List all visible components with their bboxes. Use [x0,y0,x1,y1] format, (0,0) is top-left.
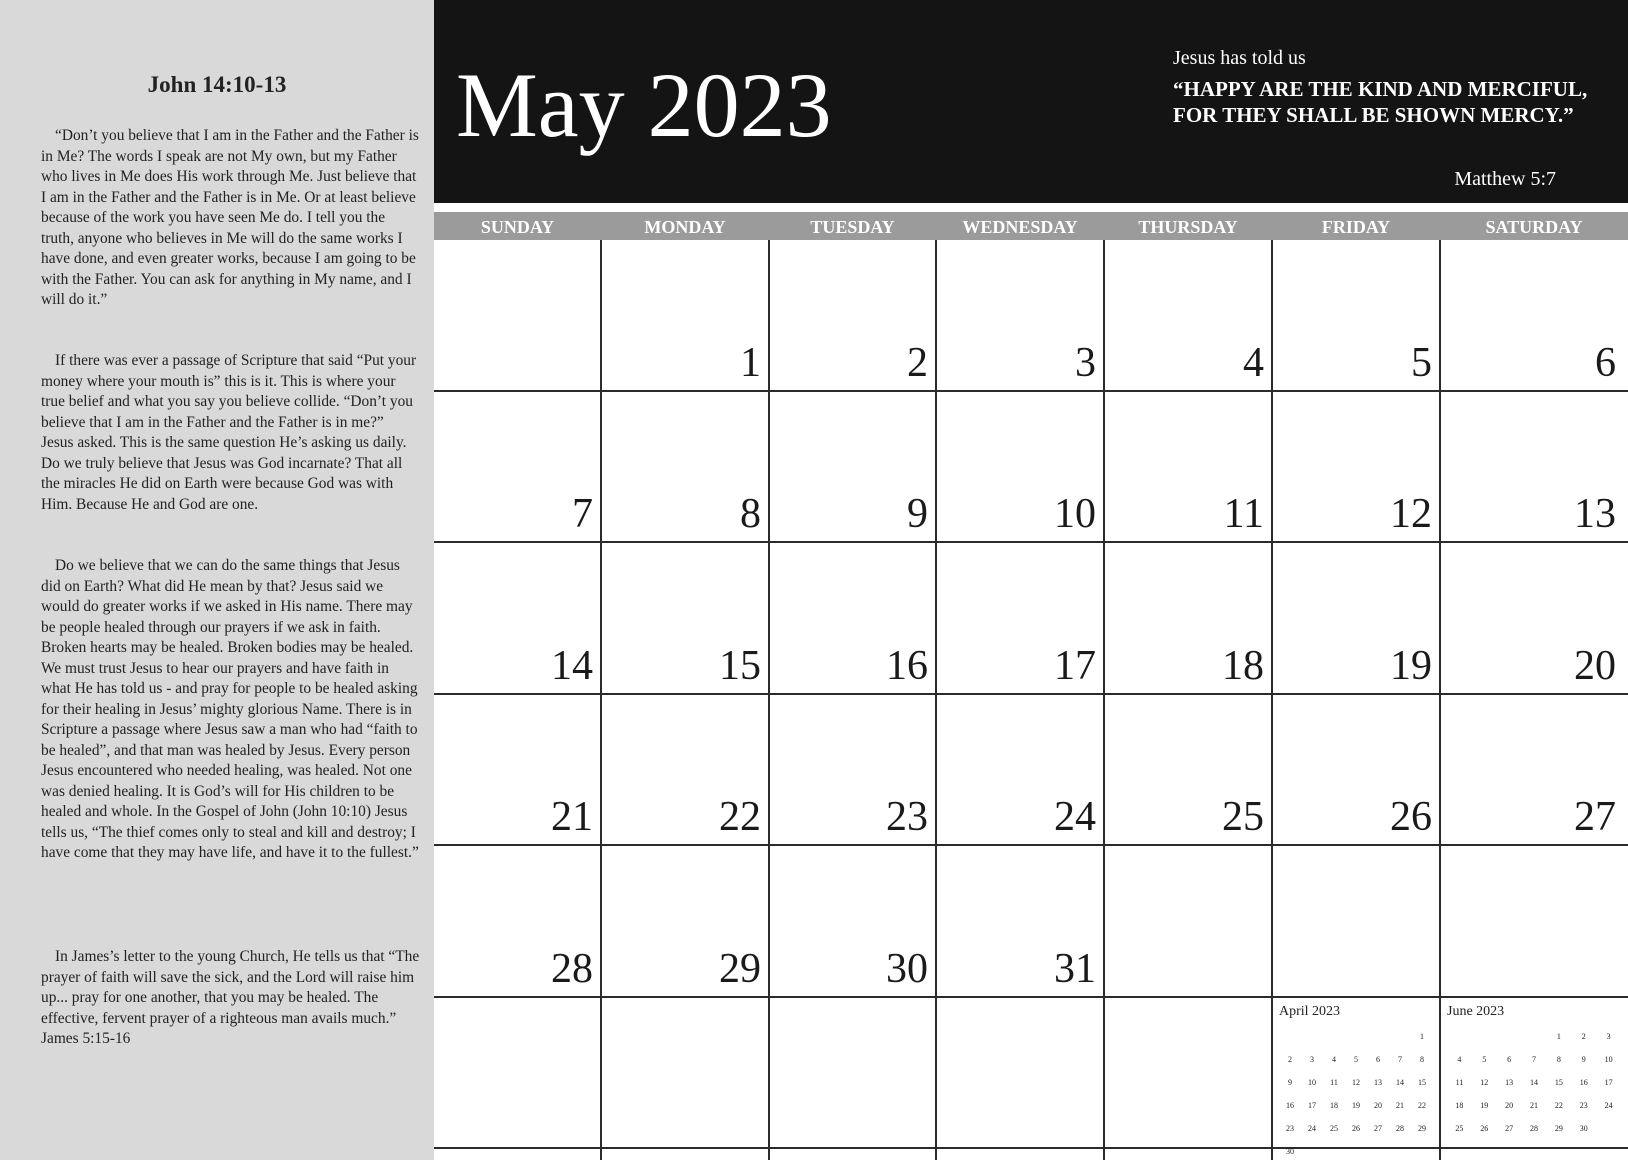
mini-day-number: 3 [1606,1032,1611,1041]
mini-day-number: 15 [1418,1078,1426,1087]
mini-day-number: 20 [1505,1101,1514,1110]
day-number[interactable]: 7 [572,491,593,537]
day-number[interactable]: 2 [907,340,928,386]
grid-row-line [434,996,1628,998]
day-number[interactable]: 25 [1222,794,1264,840]
mini-day-number: 27 [1374,1124,1382,1133]
day-number[interactable]: 16 [886,643,928,689]
day-number[interactable]: 22 [719,794,761,840]
mini-day-number: 16 [1286,1101,1294,1110]
mini-day-number: 24 [1604,1101,1613,1110]
mini-day-number: 13 [1374,1078,1382,1087]
mini-day-number: 11 [1455,1078,1464,1087]
month-title: May 2023 [456,54,832,156]
day-number[interactable]: 10 [1054,491,1096,537]
mini-day-number: 22 [1554,1101,1563,1110]
mini-day-number: 11 [1330,1078,1338,1087]
day-number[interactable]: 8 [740,491,761,537]
weekday-label: WEDNESDAY [962,217,1078,237]
day-number[interactable]: 4 [1243,340,1264,386]
mini-day-number: 23 [1286,1124,1294,1133]
weekday-label: SUNDAY [480,217,555,237]
mini-day-number: 2 [1581,1032,1586,1041]
mini-day-number: 6 [1376,1055,1380,1064]
mini-day-number: 15 [1554,1078,1563,1087]
day-number[interactable]: 23 [886,794,928,840]
mini-day-number: 12 [1352,1078,1360,1087]
mini-calendar [1279,1004,1433,1156]
mini-day-number: 18 [1455,1101,1464,1110]
mini-day-number: 17 [1604,1078,1613,1087]
mini-day-number: 10 [1604,1055,1613,1064]
mini-day-number: 9 [1581,1055,1586,1064]
day-number[interactable]: 14 [551,643,593,689]
day-number[interactable]: 1 [740,340,761,386]
mini-day-number: 30 [1579,1124,1588,1133]
day-number[interactable]: 17 [1054,643,1096,689]
day-number[interactable]: 28 [551,946,593,992]
devotional-paragraph: In James’s letter to the young Church, He tells us that “The prayer of faith will save the sick, and the Lord will raise him up... pray for one another, that you may be healed. The effective, fervent prayer of a righteous man avails much.” James 5:15-16 [41,948,420,1047]
weekday-label: FRIDAY [1321,217,1391,237]
mini-day-number: 18 [1330,1101,1338,1110]
quote-reference: Matthew 5:7 [1454,168,1556,190]
mini-day-number: 26 [1480,1124,1489,1133]
mini-day-number: 25 [1330,1124,1338,1133]
mini-day-number: 6 [1507,1055,1512,1064]
mini-day-number: 29 [1554,1124,1563,1133]
day-number[interactable]: 18 [1222,643,1264,689]
mini-day-number: 27 [1505,1124,1514,1133]
month-banner [434,0,1628,203]
mini-day-number: 16 [1579,1078,1588,1087]
day-number[interactable]: 3 [1075,340,1096,386]
grid-row-line [434,390,1628,392]
day-number[interactable]: 30 [886,946,928,992]
mini-day-number: 2 [1288,1055,1292,1064]
day-number[interactable]: 13 [1574,491,1616,537]
devotional-paragraph: If there was ever a passage of Scripture that said “Put your money where your mouth is” this is it. This is where your true belief and what you say you believe collide. “Don’t you believe that I am in the Father and the Father is in me?” Jesus asked. This is the same question He’s asking us daily. Do we truly believe that Jesus was God incarnate? That all the miracles He did on Earth were because God was with Him. Because He and God are one. [41,352,417,513]
mini-day-number: 9 [1288,1078,1292,1087]
day-number[interactable]: 21 [551,794,593,840]
mini-calendar-title: April 2023 [1279,1004,1341,1019]
weekday-label: MONDAY [644,217,726,237]
mini-day-number: 12 [1480,1078,1489,1087]
grid-row-line [434,844,1628,846]
mini-day-number: 8 [1556,1055,1561,1064]
mini-day-number: 1 [1556,1032,1561,1041]
mini-day-number: 26 [1352,1124,1360,1133]
weekday-header-bar [434,212,1628,240]
mini-day-number: 30 [1286,1147,1294,1156]
day-number[interactable]: 19 [1390,643,1432,689]
day-number[interactable]: 11 [1223,491,1264,537]
devotional-paragraph: Do we believe that we can do the same things that Jesus did on Earth? What did He mean by that? Jesus said we would do greater works if we asked in His name. There may be people healed through our prayers if we ask in faith. Broken hearts may be healed. Broken bodies may be healed. We must trust Jesus to hear our prayers and have faith in what He has told us - and pray for people to be healed asking for their healing in Jesus’ mighty glorious Name. There is in Scripture a passage where Jesus saw a man who had “faith to be healed”, and that man was healed by Jesus. Every person Jesus encountered who needed healing, was healed. Not one was denied healing. It is God’s will for His children to be healed and whole. In the Gospel of John (John 10:10) Jesus tells us, “The thief comes only to steal and kill and destroy; I have come that they may have life, and have it to the fullest.” [41,557,419,861]
mini-day-number: 17 [1308,1101,1316,1110]
day-number[interactable]: 31 [1054,946,1096,992]
mini-day-number: 13 [1505,1078,1514,1087]
day-number[interactable]: 24 [1054,794,1096,840]
mini-day-number: 19 [1480,1101,1489,1110]
grid-row-line [434,1147,1628,1149]
mini-day-number: 7 [1398,1055,1402,1064]
mini-day-number: 20 [1374,1101,1382,1110]
mini-day-number: 28 [1396,1124,1404,1133]
weekday-label: TUESDAY [810,217,895,237]
calendar-page [434,0,1628,1160]
mini-day-number: 5 [1354,1055,1358,1064]
mini-day-number: 21 [1530,1101,1538,1110]
day-number[interactable]: 26 [1390,794,1432,840]
mini-day-number: 25 [1455,1124,1464,1133]
mini-day-number: 14 [1396,1078,1404,1087]
quote-intro: Jesus has told us [1173,47,1306,69]
scripture-reference: John 14:10-13 [147,72,287,97]
weekday-label: THURSDAY [1138,217,1238,237]
mini-day-number: 8 [1420,1055,1424,1064]
mini-day-number: 14 [1530,1078,1538,1087]
mini-day-number: 29 [1418,1124,1426,1133]
mini-day-number: 3 [1310,1055,1314,1064]
mini-day-number: 28 [1530,1124,1538,1133]
mini-day-number: 4 [1332,1055,1336,1064]
day-number[interactable]: 12 [1390,491,1432,537]
mini-day-number: 21 [1396,1101,1404,1110]
mini-day-number: 10 [1308,1078,1316,1087]
quote-text: “HAPPY ARE THE KIND AND MERCIFUL, FOR THEY SHALL BE SHOWN MERCY.” [1173,77,1588,127]
mini-day-number: 23 [1579,1101,1588,1110]
day-number[interactable]: 5 [1411,340,1432,386]
mini-day-number: 19 [1352,1101,1360,1110]
mini-day-number: 5 [1482,1055,1487,1064]
day-number[interactable]: 15 [719,643,761,689]
devotional-paragraph: “Don’t you believe that I am in the Father and the Father is in Me? The words I speak are not My own, but my Father who lives in Me does His work through Me. Just believe that I am in the Father and the Father is in Me. Or at least believe because of the work you have seen Me do. I tell you the truth, anyone who believes in Me will do the same works I have done, and even greater works, because I am going to be with the Father. You can ask for anything in My name, and I will do it.” [41,127,419,308]
day-number[interactable]: 29 [719,946,761,992]
mini-day-number: 1 [1420,1032,1424,1041]
mini-day-number: 24 [1308,1124,1316,1133]
day-number[interactable]: 9 [907,491,928,537]
weekday-label: SATURDAY [1485,217,1583,237]
mini-calendar [1447,1004,1621,1144]
mini-day-number: 7 [1532,1055,1536,1064]
devotional-sidebar [0,0,434,1160]
calendar-grid [434,240,1628,1160]
grid-row-line [434,693,1628,695]
mini-calendar-title: June 2023 [1447,1004,1505,1019]
day-number[interactable]: 27 [1574,794,1616,840]
day-number[interactable]: 20 [1574,643,1616,689]
mini-day-number: 4 [1457,1055,1462,1064]
day-number[interactable]: 6 [1595,340,1616,386]
grid-row-line [434,541,1628,543]
mini-day-number: 22 [1418,1101,1426,1110]
